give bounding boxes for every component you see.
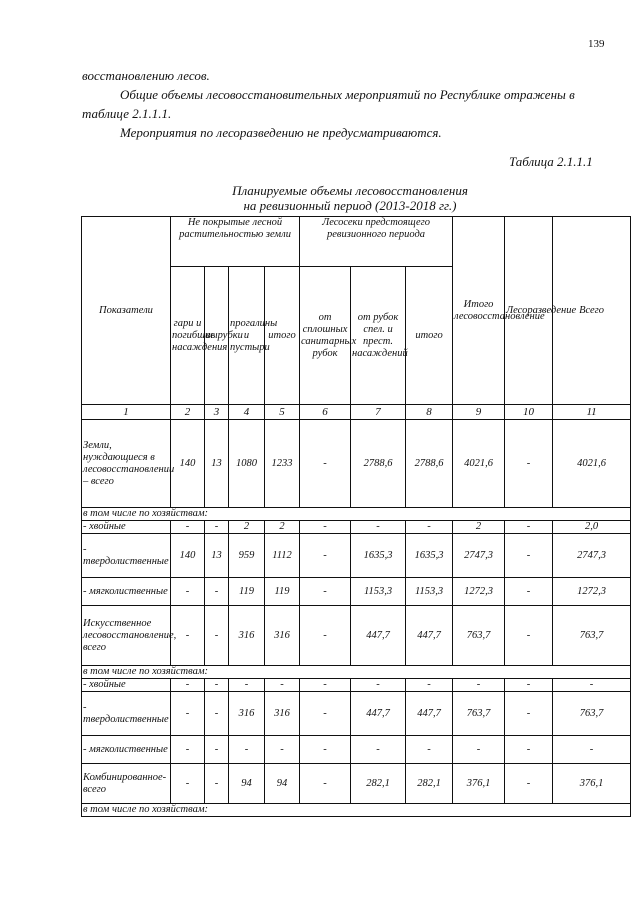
table-cell: 2,0 xyxy=(553,521,631,534)
table-cell: 4021,6 xyxy=(553,420,631,508)
caption-line-2: на ревизионный период (2013-2018 гг.) xyxy=(243,198,457,213)
table-cell: 119 xyxy=(265,578,300,606)
table-cell: - xyxy=(300,606,351,666)
table-caption xyxy=(140,183,560,213)
table-row xyxy=(82,764,631,804)
table-cell: 2747,3 xyxy=(553,534,631,578)
table-subheading-row xyxy=(82,666,631,679)
table-cell: - xyxy=(171,578,205,606)
table-cell: - xyxy=(505,521,553,534)
table-cell: - xyxy=(351,521,406,534)
table-cell: - xyxy=(505,736,553,764)
table-cell: 763,7 xyxy=(453,606,505,666)
page-number: 139 xyxy=(588,38,605,50)
header-total-a: итого xyxy=(265,267,300,405)
table-cell: 2788,6 xyxy=(351,420,406,508)
column-number: 9 xyxy=(453,405,505,420)
table-cell: - xyxy=(205,692,229,736)
column-number: 6 xyxy=(300,405,351,420)
table-label: Таблица 2.1.1.1 xyxy=(509,154,593,169)
table-cell: 2 xyxy=(265,521,300,534)
table-subheading-row xyxy=(82,508,631,521)
table-cell: 1272,3 xyxy=(453,578,505,606)
header-cuttings: вырубки xyxy=(205,267,229,405)
table-cell: 447,7 xyxy=(351,692,406,736)
column-number: 8 xyxy=(406,405,453,420)
table-cell: - xyxy=(205,679,229,692)
table-cell: - xyxy=(553,679,631,692)
table-cell: - xyxy=(205,578,229,606)
header-total-b: итого xyxy=(406,267,453,405)
column-number: 7 xyxy=(351,405,406,420)
table-row xyxy=(82,692,631,736)
table-cell: - xyxy=(171,606,205,666)
header-total-reforestation: Итого лесовосстановление xyxy=(453,217,505,405)
column-number: 10 xyxy=(505,405,553,420)
table-cell: - xyxy=(505,692,553,736)
table-row xyxy=(82,606,631,666)
table-cell: - xyxy=(505,606,553,666)
table-cell: 1080 xyxy=(229,420,265,508)
row-label: - мягколиственные xyxy=(82,578,171,606)
table-cell: - xyxy=(505,420,553,508)
table-cell: - xyxy=(351,679,406,692)
subheading-cell: в том числе по хозяйствам: xyxy=(82,666,631,679)
table-cell: - xyxy=(453,736,505,764)
table-cell: - xyxy=(300,521,351,534)
row-label: Земли, нуждающиеся в лесовосстановлении – всего xyxy=(82,420,171,508)
table-cell: - xyxy=(265,679,300,692)
table-cell: - xyxy=(171,736,205,764)
row-label: Искусственное лесовосстановление, всего xyxy=(82,606,171,666)
table-cell: 376,1 xyxy=(453,764,505,804)
table-cell: - xyxy=(265,736,300,764)
table-cell: 1272,3 xyxy=(553,578,631,606)
table-cell: 1233 xyxy=(265,420,300,508)
header-special-cut: от рубок спел. и прест. насаждений xyxy=(351,267,406,405)
table-cell: 316 xyxy=(265,606,300,666)
table-cell: 282,1 xyxy=(351,764,406,804)
table-cell: 763,7 xyxy=(553,606,631,666)
column-number: 1 xyxy=(82,405,171,420)
table-cell: - xyxy=(553,736,631,764)
table-row xyxy=(82,679,631,692)
table-cell: - xyxy=(300,764,351,804)
table-cell: 959 xyxy=(229,534,265,578)
table-cell: 447,7 xyxy=(406,692,453,736)
row-label: - хвойные xyxy=(82,679,171,692)
header-clear-cut: от сплошных санитарных рубок xyxy=(300,267,351,405)
table-cell: - xyxy=(453,679,505,692)
table-cell: 1153,3 xyxy=(406,578,453,606)
row-label: - хвойные xyxy=(82,521,171,534)
table-cell: 1112 xyxy=(265,534,300,578)
column-number: 5 xyxy=(265,405,300,420)
table-cell: - xyxy=(171,764,205,804)
table-cell: 447,7 xyxy=(351,606,406,666)
table-cell: - xyxy=(300,420,351,508)
table-cell: - xyxy=(406,521,453,534)
table-cell: - xyxy=(171,692,205,736)
table-cell: 140 xyxy=(171,420,205,508)
paragraph-continuation: восстановлению лесов. xyxy=(82,68,210,83)
table-cell: - xyxy=(406,679,453,692)
table-subheading-row xyxy=(82,804,631,817)
header-afforestation: Лесоразведение xyxy=(505,217,553,405)
header-burned: гари и погибшие насаждения xyxy=(171,267,205,405)
table-cell: - xyxy=(300,578,351,606)
table-cell: - xyxy=(505,534,553,578)
table-cell: 140 xyxy=(171,534,205,578)
table-cell: - xyxy=(171,679,205,692)
header-group-unforested: Не покрытые лесной растительностью земли xyxy=(171,217,300,267)
table-cell: 119 xyxy=(229,578,265,606)
table-cell: - xyxy=(205,764,229,804)
table-cell: 13 xyxy=(205,534,229,578)
header-grand-total: Всего xyxy=(553,217,631,405)
table-cell: 1153,3 xyxy=(351,578,406,606)
table-cell: 2 xyxy=(453,521,505,534)
table-cell: 2 xyxy=(229,521,265,534)
table-cell: 1635,3 xyxy=(351,534,406,578)
paragraph-afforestation: Мероприятия по лесоразведению не предусматриваются. xyxy=(120,125,442,140)
header-glades: прогалины и пустыри xyxy=(229,267,265,405)
column-number-row xyxy=(82,405,631,420)
table-row xyxy=(82,534,631,578)
paragraph-volumes: Общие объемы лесовосстановительных мероприятий по Республике отражены в таблице 2.1.1.1. xyxy=(82,87,575,121)
table-cell: 376,1 xyxy=(553,764,631,804)
table-cell: - xyxy=(351,736,406,764)
table-cell: 94 xyxy=(265,764,300,804)
table-cell: 2747,3 xyxy=(453,534,505,578)
subheading-cell: в том числе по хозяйствам: xyxy=(82,508,631,521)
header-indicators: Показатели xyxy=(82,217,171,405)
table-cell: 447,7 xyxy=(406,606,453,666)
table-cell: - xyxy=(300,679,351,692)
caption-line-1: Планируемые объемы лесовосстановления xyxy=(232,183,468,198)
table-cell: 316 xyxy=(265,692,300,736)
table-cell: - xyxy=(505,764,553,804)
table-row xyxy=(82,736,631,764)
table-cell: - xyxy=(505,679,553,692)
column-number: 11 xyxy=(553,405,631,420)
table-row xyxy=(82,521,631,534)
row-label: - мягколиственные xyxy=(82,736,171,764)
table-cell: 13 xyxy=(205,420,229,508)
column-number: 2 xyxy=(171,405,205,420)
table-cell: 763,7 xyxy=(453,692,505,736)
header-group-cutting: Лесосеки предстоящего ревизионного периода xyxy=(300,217,453,267)
table-cell: - xyxy=(300,736,351,764)
table-body xyxy=(82,420,631,817)
row-label: Комбинированное-всего xyxy=(82,764,171,804)
table-cell: - xyxy=(171,521,205,534)
row-label: - твердолиственные xyxy=(82,692,171,736)
table-cell: - xyxy=(300,534,351,578)
table-cell: 1635,3 xyxy=(406,534,453,578)
row-label: - твердолиственные xyxy=(82,534,171,578)
table-cell: 282,1 xyxy=(406,764,453,804)
table-cell: - xyxy=(205,521,229,534)
table-row xyxy=(82,420,631,508)
table-cell: - xyxy=(406,736,453,764)
table-cell: 316 xyxy=(229,692,265,736)
table-cell: - xyxy=(229,679,265,692)
table-cell: 4021,6 xyxy=(453,420,505,508)
table-row xyxy=(82,578,631,606)
table-cell: 94 xyxy=(229,764,265,804)
table-cell: - xyxy=(300,692,351,736)
table-cell: - xyxy=(505,578,553,606)
table-cell: 2788,6 xyxy=(406,420,453,508)
subheading-cell: в том числе по хозяйствам: xyxy=(82,804,631,817)
table-cell: - xyxy=(205,736,229,764)
table-cell: - xyxy=(205,606,229,666)
table-cell: 763,7 xyxy=(553,692,631,736)
reforestation-table xyxy=(81,216,631,817)
column-number: 4 xyxy=(229,405,265,420)
table-cell: - xyxy=(229,736,265,764)
table-cell: 316 xyxy=(229,606,265,666)
column-number: 3 xyxy=(205,405,229,420)
